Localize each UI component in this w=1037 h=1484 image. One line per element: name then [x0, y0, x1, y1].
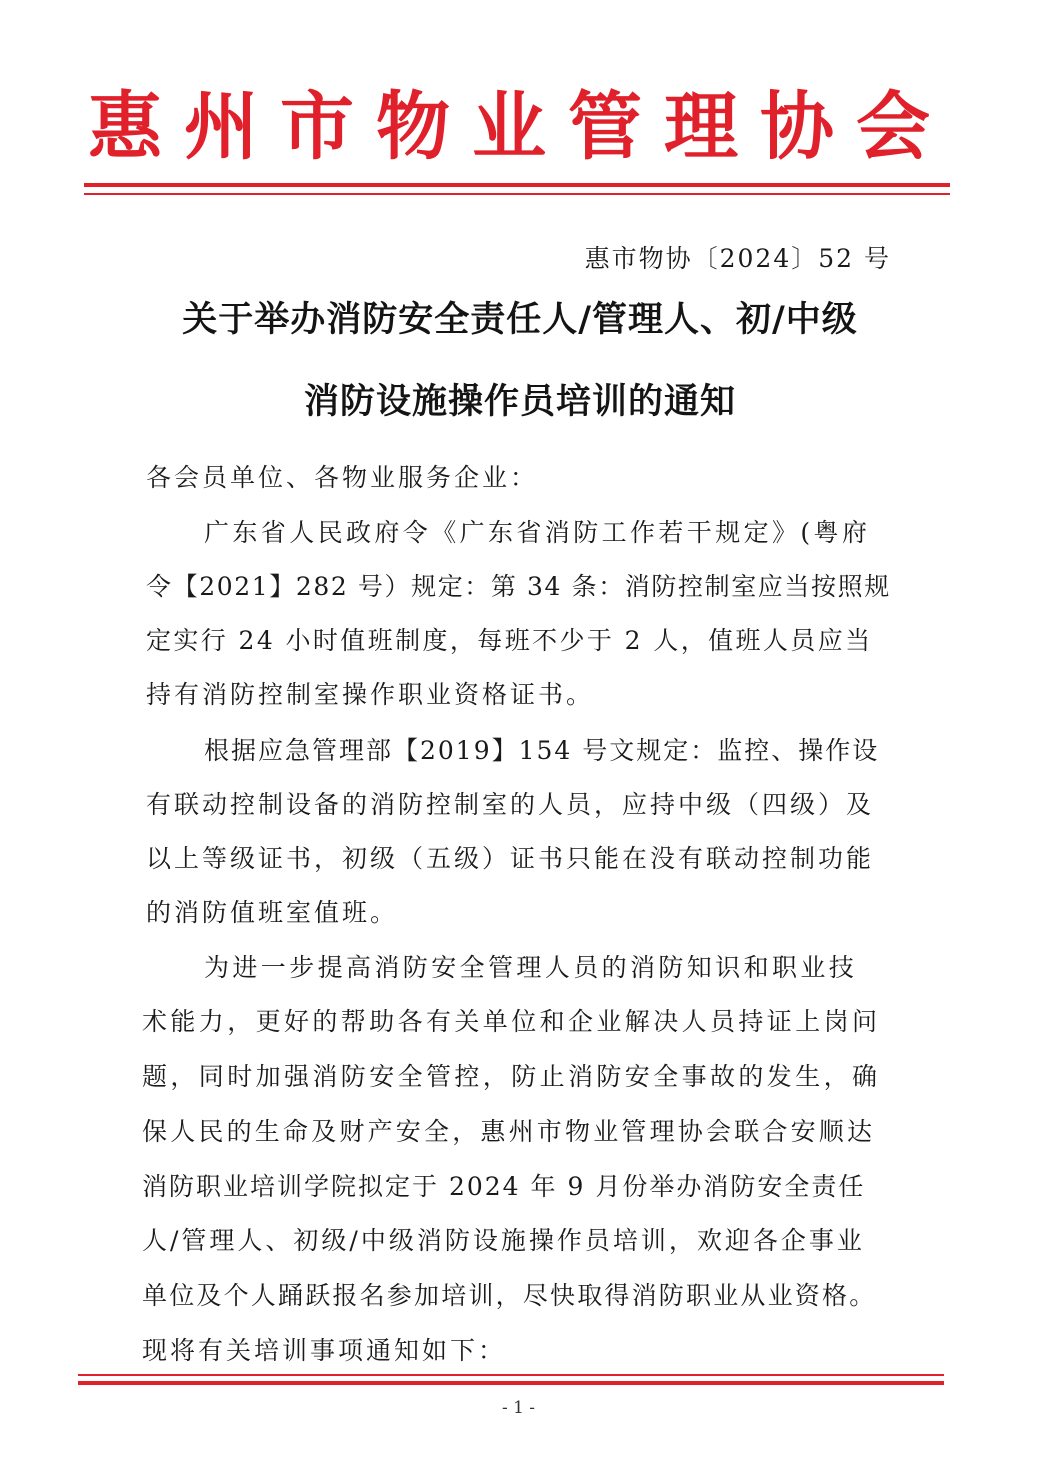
paragraph-2-line: 根据应急管理部【2019】154 号文规定：监控、操作设: [204, 736, 880, 765]
paragraph-3-line: 现将有关培训事项通知如下：: [142, 1336, 507, 1365]
letterhead-divider-thick: [84, 183, 950, 187]
paragraph-3-line: 题，同时加强消防安全管控，防止消防安全事故的发生，确: [142, 1062, 881, 1091]
document-number: 惠市物协〔2024〕52 号: [584, 244, 891, 273]
paragraph-3-line: 术能力，更好的帮助各有关单位和企业解决人员持证上岗问: [142, 1007, 881, 1036]
letterhead-org-name: 惠州市物业管理协会: [88, 84, 952, 170]
document-title-line-1: 关于举办消防安全责任人/管理人、初/中级: [182, 300, 858, 340]
paragraph-3-line: 单位及个人踊跃报名参加培训，尽快取得消防职业从业资格。: [142, 1281, 877, 1310]
paragraph-3-line: 消防职业培训学院拟定于 2024 年 9 月份举办消防安全责任: [142, 1172, 866, 1201]
paragraph-3-line: 保人民的生命及财产安全，惠州市物业管理协会联合安顺达: [142, 1117, 876, 1146]
paragraph-2-line: 有联动控制设备的消防控制室的人员，应持中级（四级）及: [146, 790, 875, 819]
paragraph-1-line: 持有消防控制室操作职业资格证书。: [146, 680, 595, 709]
paragraph-1-line: 定实行 24 小时值班制度，每班不少于 2 人，值班人员应当: [146, 626, 873, 655]
paragraph-2-line: 以上等级证书，初级（五级）证书只能在没有联动控制功能: [146, 844, 875, 873]
paragraph-2-line: 的消防值班室值班。: [146, 898, 399, 927]
salutation: 各会员单位、各物业服务企业：: [146, 463, 539, 492]
footer-divider-thin: [78, 1374, 944, 1376]
page-number: - 1 -: [501, 1398, 536, 1418]
paragraph-3-line: 为进一步提高消防安全管理人员的消防知识和职业技: [204, 953, 858, 982]
document-title-line-2: 消防设施操作员培训的通知: [303, 382, 736, 422]
footer-divider-thick: [78, 1381, 944, 1385]
letterhead-divider-thin: [84, 193, 950, 195]
paragraph-1-line: 令【2021】282 号）规定：第 34 条：消防控制室应当按照规: [146, 572, 891, 601]
paragraph-3-line: 人/管理人、初级/中级消防设施操作员培训，欢迎各企事业: [142, 1226, 865, 1255]
paragraph-1-line: 广东省人民政府令《广东省消防工作若干规定》(粤府: [204, 518, 871, 547]
